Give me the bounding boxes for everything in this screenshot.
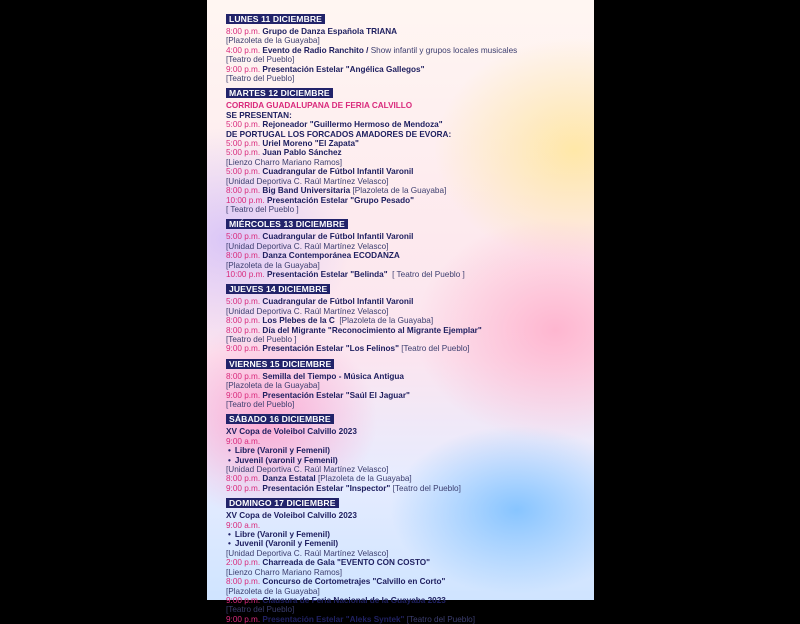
event-time: 8:00 p.m. [226, 325, 261, 335]
event-time: 8:00 p.m. [226, 251, 261, 261]
event-category: Libre (Varonil y Femenil) [234, 530, 330, 540]
event-location: [ Teatro del Pueblo ] [387, 269, 465, 279]
event-time: 8:00 p.m. [226, 577, 261, 587]
day-block [226, 83, 586, 214]
event-location: [Teatro del Pueblo] [390, 483, 461, 493]
event-name: Presentación Estelar "Belinda" [266, 269, 388, 279]
day-block [226, 214, 586, 279]
schedule-line [226, 596, 586, 605]
schedule-line [226, 484, 586, 493]
bullet-icon: • [228, 539, 231, 549]
schedule-line [226, 297, 586, 306]
event-name: Grupo de Danza Española TRIANA [262, 27, 398, 36]
schedule-line [226, 65, 586, 74]
event-time: 9:00 p.m. [226, 483, 261, 493]
event-name: Charreada de Gala "EVENTO CON COSTO" [262, 558, 431, 568]
event-name: Cuadrangular de Fútbol Infantil Varonil [262, 232, 414, 242]
schedule-line [226, 74, 586, 83]
event-name: Danza Estatal [262, 474, 316, 484]
event-name: Evento de Radio Ranchito / [262, 45, 371, 55]
event-name: Presentación Estelar "Los Felinos" [262, 344, 399, 354]
schedule-line [226, 558, 586, 567]
schedule-line [226, 530, 586, 539]
event-time: 8:00 p.m. [226, 186, 261, 196]
schedule-line [226, 55, 586, 64]
event-time: 5:00 p.m. [226, 139, 261, 149]
schedule-line [226, 307, 586, 316]
day-block [226, 354, 586, 410]
event-location: [Unidad Deportiva C. Raúl Martínez Velasco] [226, 241, 389, 251]
event-location: [Unidad Deportiva C. Raúl Martínez Velasco] [226, 548, 389, 558]
day-header: MARTES 12 DICIEMBRE [226, 88, 333, 98]
schedule-line [226, 186, 586, 195]
event-location: [Teatro del Pueblo] [226, 400, 295, 409]
event-poster [207, 0, 594, 624]
schedule-line [226, 344, 586, 353]
schedule-line [226, 615, 586, 624]
event-name: Día del Migrante "Reconocimiento al Migrante Ejemplar" [262, 325, 482, 335]
event-category: Juvenil (varonil y Femenil) [234, 455, 338, 465]
schedule-line [226, 177, 586, 186]
schedule-line [226, 148, 586, 157]
schedule-line [226, 326, 586, 335]
day-block [226, 279, 586, 353]
schedule-line [226, 232, 586, 241]
event-name: Clausura de Feria Nacional de la Guayaba 2023 [262, 595, 446, 605]
event-name: Danza Contemporánea ECODANZA [262, 251, 400, 261]
day-block [226, 493, 586, 624]
schedule-line [226, 111, 586, 120]
schedule-line [226, 381, 586, 390]
event-time: 9:00 p.m. [226, 344, 261, 354]
event-time: 9:00 p.m. [226, 390, 261, 400]
day-block [226, 9, 586, 83]
event-time: 5:00 p.m. [226, 232, 261, 242]
schedule-line [226, 196, 586, 205]
schedule-line [226, 577, 586, 586]
event-location: [Unidad Deportiva C. Raúl Martínez Velasco] [226, 176, 389, 186]
schedule-line [226, 205, 586, 214]
event-location: [Teatro del Pueblo] [226, 55, 295, 65]
day-header: SÁBADO 16 DICIEMBRE [226, 414, 334, 424]
event-name: Big Band Universitaria [262, 186, 351, 196]
event-name: SE PRESENTAN: [226, 110, 292, 120]
event-name: Cuadrangular de Fútbol Infantil Varonil [262, 297, 414, 307]
schedule-line [226, 539, 586, 548]
event-name: Presentación Estelar "Aleks Syntek" [262, 614, 405, 624]
event-location: [Plazoleta de la Guayaba] [226, 36, 320, 46]
schedule-line [226, 167, 586, 176]
event-location: [ Teatro del Pueblo ] [226, 204, 299, 214]
event-location: [Teatro del Pueblo] [226, 74, 295, 84]
day-block [226, 409, 586, 493]
schedule-line [226, 511, 586, 520]
schedule-line [226, 46, 586, 55]
event-name: Juan Pablo Sánchez [262, 148, 342, 158]
event-name: Los Plebes de la C [262, 316, 335, 326]
event-highlight: CORRIDA GUADALUPANA DE FERIA CALVILLO [226, 101, 413, 111]
event-location: [Lienzo Charro Mariano Ramos] [226, 157, 343, 167]
event-time: 4:00 p.m. [226, 45, 261, 55]
event-name: XV Copa de Voleibol Calvillo 2023 [226, 511, 357, 521]
schedule-line [226, 372, 586, 381]
schedule-line [226, 568, 586, 577]
event-name: Presentación Estelar "Saúl El Jaguar" [262, 390, 410, 400]
schedule-line [226, 36, 586, 45]
schedule-line [226, 427, 586, 436]
schedule-line [226, 316, 586, 325]
event-time: 9:00 a.m. [226, 520, 261, 530]
schedule-line [226, 139, 586, 148]
event-location: [Lienzo Charro Mariano Ramos] [226, 567, 343, 577]
event-location: [Plazoleta de la Guayaba] [315, 474, 412, 484]
schedule-line [226, 130, 586, 139]
event-location: [Teatro del Pueblo] [398, 344, 470, 354]
day-header: DOMINGO 17 DICIEMBRE [226, 498, 339, 508]
event-time: 9:00 a.m. [226, 436, 261, 446]
event-location: [Plazoleta de la Guayaba] [226, 586, 320, 596]
schedule-line [226, 587, 586, 596]
bullet-icon: • [228, 446, 231, 456]
event-time: 5:00 p.m. [226, 148, 261, 158]
day-header: VIERNES 15 DICIEMBRE [226, 359, 334, 369]
day-header: LUNES 11 DICIEMBRE [226, 14, 325, 24]
schedule-line [226, 101, 586, 110]
day-header: JUEVES 14 DICIEMBRE [226, 284, 330, 294]
event-time: 10:00 p.m. [226, 269, 265, 279]
schedule-line [226, 474, 586, 483]
event-name: Cuadrangular de Fútbol Infantil Varonil [262, 167, 414, 177]
schedule-line [226, 261, 586, 270]
schedule-line [226, 27, 586, 36]
schedule-line [226, 549, 586, 558]
schedule-line [226, 158, 586, 167]
event-time: 2:00 p.m. [226, 558, 261, 568]
event-name: Presentación Estelar "Grupo Pesado" [266, 195, 414, 205]
day-header: MIÉRCOLES 13 DICIEMBRE [226, 219, 348, 229]
event-name: Uriel Moreno "El Zapata" [262, 139, 359, 149]
event-name: DE PORTUGAL LOS FORCADOS AMADORES DE EVORA: [226, 129, 452, 139]
schedule-line [226, 400, 586, 409]
schedule-line [226, 270, 586, 279]
schedule [226, 9, 586, 624]
schedule-line [226, 391, 586, 400]
event-location: [Plazoleta de la Guayaba] [334, 316, 434, 326]
schedule-line [226, 465, 586, 474]
event-time: 9:00 p.m. [226, 64, 261, 74]
schedule-line [226, 335, 586, 344]
schedule-line [226, 456, 586, 465]
event-time: 8:00 p.m. [226, 474, 261, 484]
event-name: Semilla del Tiempo - Música Antigua [262, 371, 404, 381]
event-time: 8:00 p.m. [226, 371, 261, 381]
bullet-icon: • [228, 530, 231, 540]
event-time: 8:00 p.m. [226, 27, 261, 36]
event-time: 9:00 p.m. [226, 614, 261, 624]
event-location: [Unidad Deportiva C. Raúl Martínez Velasco] [226, 465, 389, 475]
event-time: 8:00 p.m. [226, 316, 261, 326]
schedule-line [226, 605, 586, 614]
schedule-line [226, 437, 586, 446]
event-location: [Plazoleta de la Guayaba] [226, 381, 320, 391]
schedule-line [226, 446, 586, 455]
event-name: Presentación Estelar "Inspector" [262, 483, 391, 493]
schedule-line [226, 120, 586, 129]
schedule-line [226, 242, 586, 251]
event-location: [Unidad Deportiva C. Raúl Martínez Velasco] [226, 306, 389, 316]
schedule-line [226, 251, 586, 260]
event-location: [Plazoleta de la Guayaba] [350, 186, 447, 196]
event-category: Libre (Varonil y Femenil) [234, 446, 330, 456]
event-time: 9:00 p.m. [226, 595, 261, 605]
event-time: 10:00 p.m. [226, 195, 265, 205]
event-name: XV Copa de Voleibol Calvillo 2023 [226, 427, 357, 437]
event-time: 5:00 p.m. [226, 297, 261, 307]
schedule-line [226, 521, 586, 530]
event-location: [Teatro del Pueblo ] [226, 334, 297, 344]
event-location: Show infantil y grupos locales musicales [370, 45, 518, 55]
bullet-icon: • [228, 455, 231, 465]
event-name: Rejoneador "Guillermo Hermoso de Mendoza" [262, 120, 443, 130]
event-time: 5:00 p.m. [226, 120, 261, 130]
event-time: 5:00 p.m. [226, 167, 261, 177]
event-name: Presentación Estelar "Angélica Gallegos" [262, 64, 425, 74]
event-location: [Teatro del Pueblo] [404, 614, 475, 624]
event-location: [Teatro del Pueblo] [226, 605, 295, 615]
event-location: [Plazoleta de la Guayaba] [226, 260, 320, 270]
event-category: Juvenil (Varonil y Femenil) [234, 539, 339, 549]
event-name: Concurso de Cortometrajes "Calvillo en Corto" [262, 577, 446, 587]
